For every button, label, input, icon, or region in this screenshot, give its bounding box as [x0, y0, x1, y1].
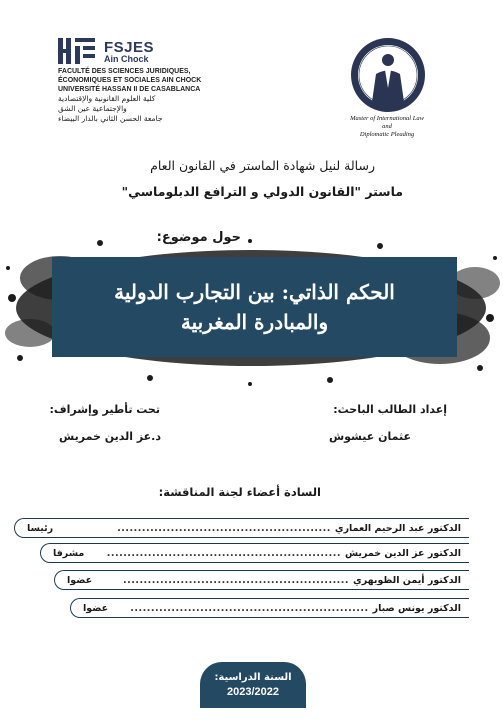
topic-label: حول موضوع:	[156, 230, 241, 245]
committee-title: السادة أعضاء لجنة المناقشة:	[158, 485, 321, 499]
member-role: رئيسا	[27, 522, 54, 534]
member-role: مشرفا	[53, 547, 85, 559]
academic-year-label: السنة الدراسية:	[214, 672, 292, 683]
faculty-name-ar-1: كلية العلوم القانونية والإقتصادية	[58, 94, 156, 103]
fsjes-logo	[58, 38, 208, 124]
member-name: الدكتور أيمن الظويهري	[353, 574, 461, 586]
master-logo-caption	[346, 115, 428, 139]
supervision-label: تحت تأطير وإشراف:	[49, 403, 160, 416]
faculty-name-fr-3: UNIVERSITÉ HASSAN II DE CASABLANCA	[58, 86, 201, 93]
student-name: عثمان عيشوش	[328, 430, 411, 443]
member-name: الدكتور عبد الرحيم العماري	[334, 522, 461, 534]
university-emblem-icon	[58, 38, 98, 64]
committee-member-row	[70, 598, 469, 618]
thesis-title-line-1: الحكم الذاتي: بين التجارب الدولية	[114, 280, 395, 304]
academic-year-box	[200, 662, 306, 708]
faculty-name-fr-1: FACULTÉ DES SCIENCES JURIDIQUES,	[58, 68, 191, 75]
committee-member-row	[14, 518, 469, 538]
member-dots: ....................................................	[117, 522, 331, 534]
committee-member-row	[40, 543, 469, 563]
faculty-name-fr-2: ÉCONOMIQUES ET SOCIALES AIN CHOCK	[58, 77, 202, 84]
supervisor-name: د.عز الدين خمريش	[59, 430, 161, 443]
thesis-title-line-2: والمبادرة المغربية	[180, 310, 329, 334]
member-dots: ..........................................................	[130, 602, 369, 614]
master-caption-line-2: Diplomatic Pleading	[359, 131, 415, 138]
faculty-name-ar-3: جامعة الحسن الثاني بالدار البيضاء	[58, 114, 163, 123]
member-name: الدكتور عز الدين خمريش	[344, 547, 461, 559]
academic-year-value: 2023/2022	[227, 686, 279, 698]
prepared-by-label: إعداد الطالب الباحث:	[333, 403, 447, 416]
member-role: عضوا	[83, 602, 109, 614]
committee-member-row	[54, 570, 469, 590]
member-role: عضوا	[67, 574, 93, 586]
thesis-title-banner	[52, 257, 457, 357]
master-caption-line-1: Master of International Law and	[350, 115, 424, 130]
faculty-name-ar-2: والإجتماعية عين الشق	[58, 104, 127, 113]
member-dots: .........................................................	[106, 547, 341, 559]
logo-sub: Ain Chock	[104, 53, 149, 64]
logo-brand: FSJES	[104, 38, 155, 56]
master-program-name: ماستر "القانون الدولي و الترافع الدبلوماسي"	[121, 184, 403, 199]
degree-statement: رسالة لنيل شهادة الماستر في القانون العام	[150, 158, 375, 173]
member-name: الدكتور يونس صبار	[372, 602, 461, 614]
member-dots: .......................................................	[123, 574, 350, 586]
